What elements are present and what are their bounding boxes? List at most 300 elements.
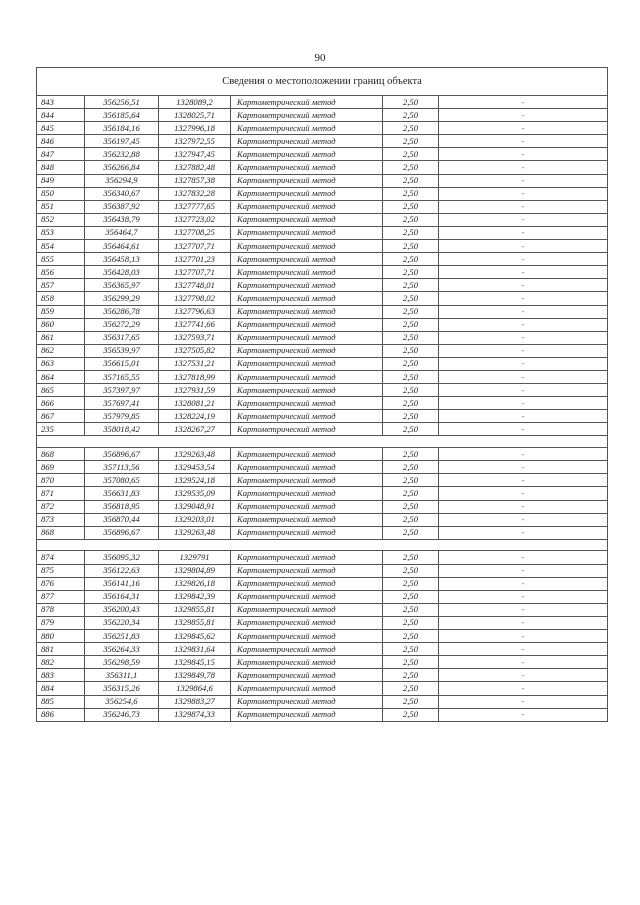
note-cell: - [439, 564, 608, 577]
coordinate-x-cell: 356200,43 [85, 603, 159, 616]
note-cell: - [439, 135, 608, 148]
accuracy-cell: 2,50 [383, 410, 439, 423]
coordinate-y-cell: 1329804,89 [159, 564, 231, 577]
point-number-cell: 851 [37, 200, 85, 213]
table-row [37, 643, 608, 656]
point-number-cell: 861 [37, 331, 85, 344]
coordinate-x-cell: 356896,67 [85, 526, 159, 539]
accuracy-cell: 2,50 [383, 174, 439, 187]
accuracy-cell: 2,50 [383, 279, 439, 292]
table-row [37, 564, 608, 577]
table-row [37, 109, 608, 122]
coordinate-x-cell: 356428,03 [85, 266, 159, 279]
coordinate-x-cell: 356141,16 [85, 577, 159, 590]
method-cell: Картометрический метод [231, 551, 383, 564]
note-cell: - [439, 423, 608, 436]
accuracy-cell: 2,50 [383, 135, 439, 148]
coordinate-y-cell: 1327796,63 [159, 305, 231, 318]
accuracy-cell: 2,50 [383, 590, 439, 603]
method-cell: Картометрический метод [231, 266, 383, 279]
accuracy-cell: 2,50 [383, 397, 439, 410]
accuracy-cell: 2,50 [383, 148, 439, 161]
note-cell: - [439, 474, 608, 487]
accuracy-cell: 2,50 [383, 577, 439, 590]
coordinate-x-cell: 356272,29 [85, 318, 159, 331]
table-row [37, 474, 608, 487]
point-number-cell: 865 [37, 384, 85, 397]
coordinate-y-cell: 1327701,23 [159, 253, 231, 266]
coordinate-y-cell: 1327708,25 [159, 226, 231, 239]
table-row [37, 213, 608, 226]
note-cell: - [439, 410, 608, 423]
table-row [37, 526, 608, 539]
method-cell: Картометрический метод [231, 448, 383, 461]
accuracy-cell: 2,50 [383, 616, 439, 629]
coordinate-y-cell: 1327931,59 [159, 384, 231, 397]
note-cell: - [439, 305, 608, 318]
table-row [37, 397, 608, 410]
method-cell: Картометрический метод [231, 577, 383, 590]
method-cell: Картометрический метод [231, 564, 383, 577]
coordinate-y-cell: 1327505,82 [159, 344, 231, 357]
method-cell: Картометрический метод [231, 590, 383, 603]
coordinate-y-cell: 1329883,27 [159, 695, 231, 708]
point-number-cell: 880 [37, 630, 85, 643]
coordinate-y-cell: 1327818,99 [159, 370, 231, 383]
method-cell: Картометрический метод [231, 135, 383, 148]
method-cell: Картометрический метод [231, 384, 383, 397]
point-number-cell: 856 [37, 266, 85, 279]
coordinate-y-cell: 1327882,48 [159, 161, 231, 174]
accuracy-cell: 2,50 [383, 266, 439, 279]
point-number-cell: 868 [37, 526, 85, 539]
coordinate-x-cell: 356256,51 [85, 96, 159, 109]
table-row [37, 577, 608, 590]
coordinate-x-cell: 357080,65 [85, 474, 159, 487]
coordinate-y-cell: 1327832,28 [159, 187, 231, 200]
coordinate-y-cell: 1328089,2 [159, 96, 231, 109]
accuracy-cell: 2,50 [383, 695, 439, 708]
note-cell: - [439, 240, 608, 253]
coordinate-y-cell: 1327777,65 [159, 200, 231, 213]
note-cell: - [439, 213, 608, 226]
note-cell: - [439, 643, 608, 656]
point-number-cell: 847 [37, 148, 85, 161]
coordinate-y-cell: 1329203,01 [159, 513, 231, 526]
coordinate-y-cell: 1327748,01 [159, 279, 231, 292]
method-cell: Картометрический метод [231, 526, 383, 539]
point-number-cell: 873 [37, 513, 85, 526]
note-cell: - [439, 331, 608, 344]
coordinate-x-cell: 356299,29 [85, 292, 159, 305]
method-cell: Картометрический метод [231, 708, 383, 721]
coordinate-x-cell: 356387,92 [85, 200, 159, 213]
note-cell: - [439, 344, 608, 357]
accuracy-cell: 2,50 [383, 526, 439, 539]
table-row [37, 266, 608, 279]
note-cell: - [439, 695, 608, 708]
note-cell: - [439, 200, 608, 213]
table-row [37, 695, 608, 708]
coordinate-y-cell: 1327996,18 [159, 122, 231, 135]
note-cell: - [439, 318, 608, 331]
method-cell: Картометрический метод [231, 331, 383, 344]
method-cell: Картометрический метод [231, 682, 383, 695]
note-cell: - [439, 590, 608, 603]
coordinate-y-cell: 1329855,81 [159, 616, 231, 629]
note-cell: - [439, 266, 608, 279]
point-number-cell: 881 [37, 643, 85, 656]
table-row [37, 656, 608, 669]
table-row [37, 200, 608, 213]
note-cell: - [439, 109, 608, 122]
coordinate-x-cell: 356232,88 [85, 148, 159, 161]
point-number-cell: 876 [37, 577, 85, 590]
table-row [37, 344, 608, 357]
coordinate-y-cell: 1329855,81 [159, 603, 231, 616]
accuracy-cell: 2,50 [383, 630, 439, 643]
point-number-cell: 874 [37, 551, 85, 564]
point-number-cell: 885 [37, 695, 85, 708]
accuracy-cell: 2,50 [383, 96, 439, 109]
boundary-coordinates-table [36, 67, 608, 722]
table-title: Сведения о местоположении границ объекта [37, 68, 608, 96]
method-cell: Картометрический метод [231, 513, 383, 526]
coordinate-y-cell: 1329845,62 [159, 630, 231, 643]
coordinate-y-cell: 1329524,18 [159, 474, 231, 487]
coordinate-y-cell: 1329826,18 [159, 577, 231, 590]
method-cell: Картометрический метод [231, 161, 383, 174]
table-row [37, 500, 608, 513]
accuracy-cell: 2,50 [383, 564, 439, 577]
note-cell: - [439, 708, 608, 721]
note-cell: - [439, 397, 608, 410]
accuracy-cell: 2,50 [383, 344, 439, 357]
note-cell: - [439, 448, 608, 461]
coordinate-y-cell: 1327857,38 [159, 174, 231, 187]
coordinate-y-cell: 1328224,19 [159, 410, 231, 423]
coordinate-x-cell: 356464,61 [85, 240, 159, 253]
coordinate-x-cell: 356095,32 [85, 551, 159, 564]
table-row [37, 448, 608, 461]
method-cell: Картометрический метод [231, 187, 383, 200]
method-cell: Картометрический метод [231, 292, 383, 305]
coordinate-x-cell: 356197,45 [85, 135, 159, 148]
table-row [37, 240, 608, 253]
coordinate-x-cell: 356246,73 [85, 708, 159, 721]
coordinate-y-cell: 1329791 [159, 551, 231, 564]
method-cell: Картометрический метод [231, 344, 383, 357]
accuracy-cell: 2,50 [383, 161, 439, 174]
group-separator-cell [37, 436, 608, 448]
note-cell: - [439, 603, 608, 616]
point-number-cell: 845 [37, 122, 85, 135]
coordinate-y-cell: 1327972,55 [159, 135, 231, 148]
coordinate-y-cell: 1327707,71 [159, 266, 231, 279]
method-cell: Картометрический метод [231, 213, 383, 226]
point-number-cell: 877 [37, 590, 85, 603]
note-cell: - [439, 279, 608, 292]
coordinate-x-cell: 356286,78 [85, 305, 159, 318]
group-separator-row [37, 539, 608, 551]
method-cell: Картометрический метод [231, 357, 383, 370]
coordinate-x-cell: 356340,67 [85, 187, 159, 200]
coordinate-x-cell: 357697,41 [85, 397, 159, 410]
note-cell: - [439, 226, 608, 239]
method-cell: Картометрический метод [231, 423, 383, 436]
accuracy-cell: 2,50 [383, 253, 439, 266]
accuracy-cell: 2,50 [383, 682, 439, 695]
coordinate-x-cell: 356164,31 [85, 590, 159, 603]
point-number-cell: 866 [37, 397, 85, 410]
note-cell: - [439, 513, 608, 526]
method-cell: Картометрический метод [231, 318, 383, 331]
coordinate-x-cell: 358018,42 [85, 423, 159, 436]
table-row [37, 370, 608, 383]
coordinate-x-cell: 357979,85 [85, 410, 159, 423]
page-number: 90 [314, 52, 326, 64]
point-number-cell: 854 [37, 240, 85, 253]
method-cell: Картометрический метод [231, 122, 383, 135]
coordinate-x-cell: 356896,67 [85, 448, 159, 461]
method-cell: Картометрический метод [231, 487, 383, 500]
coordinate-x-cell: 356464,7 [85, 226, 159, 239]
coordinate-y-cell: 1327947,45 [159, 148, 231, 161]
accuracy-cell: 2,50 [383, 708, 439, 721]
coordinate-x-cell: 356315,26 [85, 682, 159, 695]
note-cell: - [439, 161, 608, 174]
method-cell: Картометрический метод [231, 695, 383, 708]
point-number-cell: 852 [37, 213, 85, 226]
point-number-cell: 862 [37, 344, 85, 357]
accuracy-cell: 2,50 [383, 318, 439, 331]
method-cell: Картометрический метод [231, 474, 383, 487]
point-number-cell: 879 [37, 616, 85, 629]
coordinate-x-cell: 356266,84 [85, 161, 159, 174]
note-cell: - [439, 616, 608, 629]
accuracy-cell: 2,50 [383, 122, 439, 135]
method-cell: Картометрический метод [231, 279, 383, 292]
coordinate-x-cell: 356184,16 [85, 122, 159, 135]
coordinate-x-cell: 356220,34 [85, 616, 159, 629]
coordinate-x-cell: 356317,65 [85, 331, 159, 344]
accuracy-cell: 2,50 [383, 370, 439, 383]
accuracy-cell: 2,50 [383, 213, 439, 226]
coordinate-x-cell: 356264,33 [85, 643, 159, 656]
point-number-cell: 878 [37, 603, 85, 616]
coordinate-x-cell: 357165,55 [85, 370, 159, 383]
coordinate-y-cell: 1327723,02 [159, 213, 231, 226]
accuracy-cell: 2,50 [383, 474, 439, 487]
note-cell: - [439, 292, 608, 305]
note-cell: - [439, 526, 608, 539]
method-cell: Картометрический метод [231, 500, 383, 513]
table-row [37, 513, 608, 526]
coordinate-y-cell: 1329842,39 [159, 590, 231, 603]
coordinate-y-cell: 1329849,78 [159, 669, 231, 682]
point-number-cell: 846 [37, 135, 85, 148]
table-row [37, 226, 608, 239]
table-row [37, 292, 608, 305]
method-cell: Картометрический метод [231, 643, 383, 656]
method-cell: Картометрический метод [231, 630, 383, 643]
point-number-cell: 857 [37, 279, 85, 292]
coordinate-x-cell: 356870,44 [85, 513, 159, 526]
method-cell: Картометрический метод [231, 96, 383, 109]
method-cell: Картометрический метод [231, 397, 383, 410]
note-cell: - [439, 187, 608, 200]
coordinate-y-cell: 1329864,6 [159, 682, 231, 695]
note-cell: - [439, 487, 608, 500]
table-row [37, 357, 608, 370]
group-separator-cell [37, 539, 608, 551]
note-cell: - [439, 122, 608, 135]
note-cell: - [439, 551, 608, 564]
point-number-cell: 875 [37, 564, 85, 577]
note-cell: - [439, 461, 608, 474]
method-cell: Картометрический метод [231, 669, 383, 682]
table-row [37, 174, 608, 187]
point-number-cell: 855 [37, 253, 85, 266]
note-cell: - [439, 500, 608, 513]
accuracy-cell: 2,50 [383, 226, 439, 239]
point-number-cell: 849 [37, 174, 85, 187]
coordinate-y-cell: 1327798,02 [159, 292, 231, 305]
group-separator-row [37, 436, 608, 448]
coordinate-x-cell: 356539,97 [85, 344, 159, 357]
note-cell: - [439, 96, 608, 109]
coordinate-x-cell: 356631,83 [85, 487, 159, 500]
method-cell: Картометрический метод [231, 616, 383, 629]
coordinate-y-cell: 1327707,71 [159, 240, 231, 253]
point-number-cell: 872 [37, 500, 85, 513]
note-cell: - [439, 630, 608, 643]
coordinate-y-cell: 1329831,64 [159, 643, 231, 656]
point-number-cell: 864 [37, 370, 85, 383]
accuracy-cell: 2,50 [383, 643, 439, 656]
accuracy-cell: 2,50 [383, 603, 439, 616]
accuracy-cell: 2,50 [383, 448, 439, 461]
coordinate-x-cell: 356818,95 [85, 500, 159, 513]
coordinate-x-cell: 356251,83 [85, 630, 159, 643]
coordinate-y-cell: 1327531,21 [159, 357, 231, 370]
point-number-cell: 868 [37, 448, 85, 461]
accuracy-cell: 2,50 [383, 331, 439, 344]
table-row [37, 279, 608, 292]
coordinate-x-cell: 356615,01 [85, 357, 159, 370]
point-number-cell: 871 [37, 487, 85, 500]
accuracy-cell: 2,50 [383, 109, 439, 122]
accuracy-cell: 2,50 [383, 384, 439, 397]
accuracy-cell: 2,50 [383, 656, 439, 669]
coordinate-y-cell: 1329453,54 [159, 461, 231, 474]
coordinate-y-cell: 1328267,27 [159, 423, 231, 436]
coordinate-x-cell: 356254,6 [85, 695, 159, 708]
table-row [37, 331, 608, 344]
accuracy-cell: 2,50 [383, 423, 439, 436]
accuracy-cell: 2,50 [383, 500, 439, 513]
note-cell: - [439, 370, 608, 383]
method-cell: Картометрический метод [231, 410, 383, 423]
note-cell: - [439, 384, 608, 397]
point-number-cell: 860 [37, 318, 85, 331]
point-number-cell: 850 [37, 187, 85, 200]
coordinate-y-cell: 1329263,48 [159, 526, 231, 539]
coordinate-x-cell: 356458,13 [85, 253, 159, 266]
table-row [37, 630, 608, 643]
table-row [37, 551, 608, 564]
point-number-cell: 859 [37, 305, 85, 318]
table-row [37, 161, 608, 174]
accuracy-cell: 2,50 [383, 305, 439, 318]
table-row [37, 708, 608, 721]
point-number-cell: 882 [37, 656, 85, 669]
point-number-cell: 843 [37, 96, 85, 109]
point-number-cell: 883 [37, 669, 85, 682]
note-cell: - [439, 357, 608, 370]
coordinate-y-cell: 1327741,66 [159, 318, 231, 331]
coordinate-y-cell: 1329535,09 [159, 487, 231, 500]
coordinate-x-cell: 356294,9 [85, 174, 159, 187]
point-number-cell: 867 [37, 410, 85, 423]
table-title-row [37, 68, 608, 96]
table-row [37, 590, 608, 603]
note-cell: - [439, 577, 608, 590]
accuracy-cell: 2,50 [383, 187, 439, 200]
accuracy-cell: 2,50 [383, 357, 439, 370]
note-cell: - [439, 174, 608, 187]
table-row [37, 253, 608, 266]
coordinate-x-cell: 357113,56 [85, 461, 159, 474]
method-cell: Картометрический метод [231, 109, 383, 122]
coordinate-y-cell: 1329845,15 [159, 656, 231, 669]
point-number-cell: 886 [37, 708, 85, 721]
coordinate-x-cell: 356438,79 [85, 213, 159, 226]
point-number-cell: 869 [37, 461, 85, 474]
method-cell: Картометрический метод [231, 656, 383, 669]
table-row [37, 305, 608, 318]
note-cell: - [439, 148, 608, 161]
method-cell: Картометрический метод [231, 174, 383, 187]
table-row [37, 148, 608, 161]
method-cell: Картометрический метод [231, 226, 383, 239]
point-number-cell: 858 [37, 292, 85, 305]
table-row [37, 187, 608, 200]
table-row [37, 603, 608, 616]
coordinate-x-cell: 356311,1 [85, 669, 159, 682]
method-cell: Картометрический метод [231, 603, 383, 616]
coordinate-y-cell: 1328025,71 [159, 109, 231, 122]
coordinate-y-cell: 1329048,91 [159, 500, 231, 513]
point-number-cell: 844 [37, 109, 85, 122]
point-number-cell: 235 [37, 423, 85, 436]
table-row [37, 410, 608, 423]
point-number-cell: 870 [37, 474, 85, 487]
note-cell: - [439, 669, 608, 682]
note-cell: - [439, 656, 608, 669]
method-cell: Картометрический метод [231, 305, 383, 318]
accuracy-cell: 2,50 [383, 551, 439, 564]
note-cell: - [439, 682, 608, 695]
method-cell: Картометрический метод [231, 461, 383, 474]
coordinate-x-cell: 356122,63 [85, 564, 159, 577]
table-row [37, 384, 608, 397]
accuracy-cell: 2,50 [383, 292, 439, 305]
method-cell: Картометрический метод [231, 148, 383, 161]
accuracy-cell: 2,50 [383, 461, 439, 474]
table-row [37, 682, 608, 695]
table-row [37, 318, 608, 331]
